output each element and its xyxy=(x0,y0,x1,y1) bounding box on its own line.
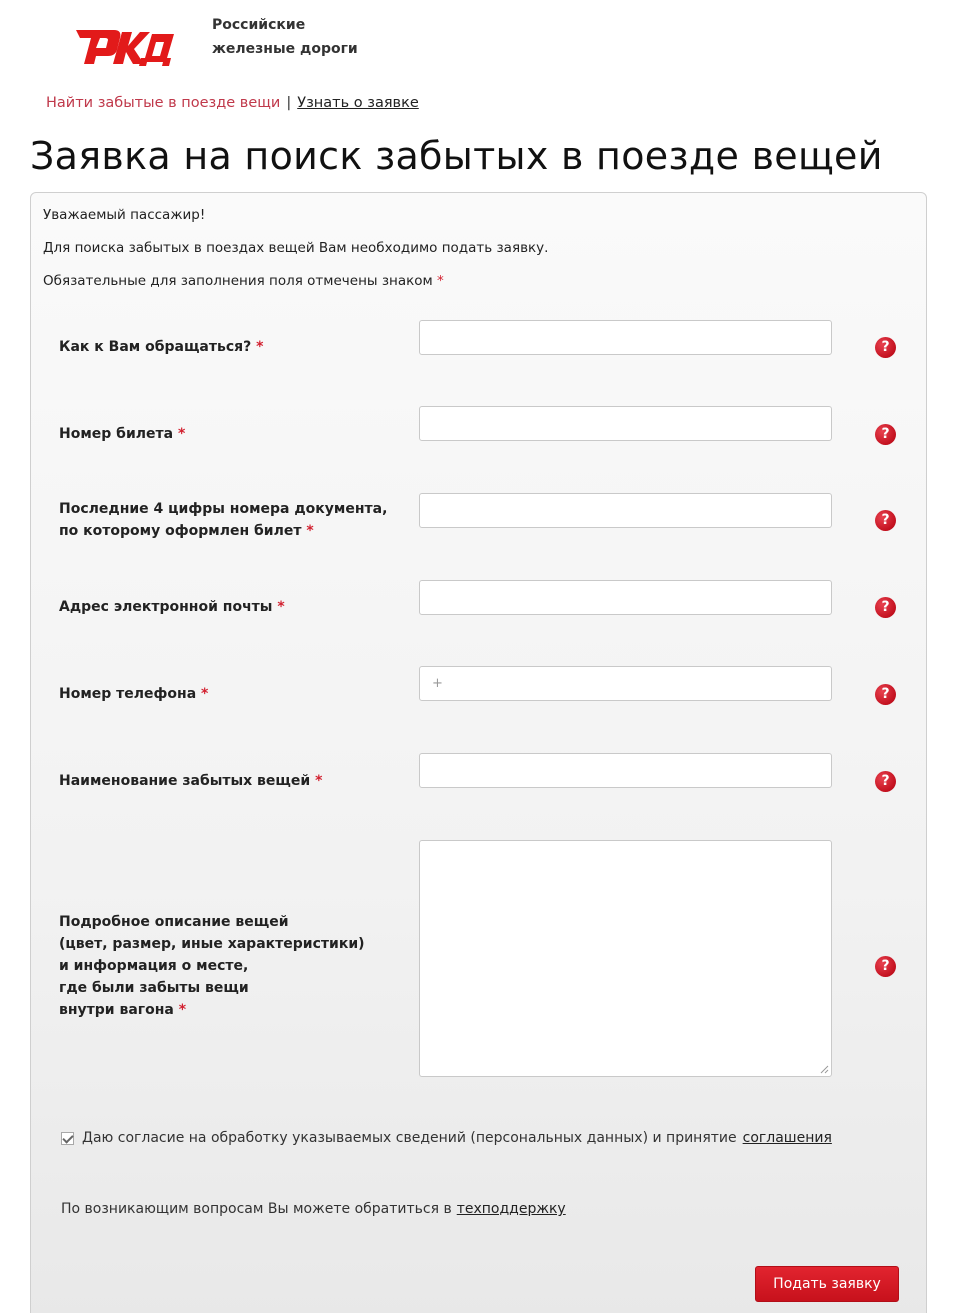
description-textarea[interactable] xyxy=(419,840,832,1077)
company-line-2: железные дороги xyxy=(212,41,358,57)
breadcrumb xyxy=(46,95,419,111)
email-input[interactable] xyxy=(419,580,832,615)
document-digits-input[interactable] xyxy=(419,493,832,528)
help-icon-phone[interactable]: ? xyxy=(875,684,896,705)
help-icon-email[interactable]: ? xyxy=(875,597,896,618)
intro-required-note xyxy=(43,273,444,289)
help-icon-ticket[interactable]: ? xyxy=(875,424,896,445)
help-icon-name[interactable]: ? xyxy=(875,337,896,358)
required-mark: * xyxy=(201,686,209,702)
support-link[interactable]: техподдержку xyxy=(456,1201,566,1217)
resize-handle-icon[interactable] xyxy=(819,1064,829,1074)
agreement-link[interactable]: соглашения xyxy=(742,1130,832,1146)
document-label-line-2: по которому оформлен билет xyxy=(59,523,302,539)
ticket-number-input[interactable] xyxy=(419,406,832,441)
ticket-label-text: Номер билета xyxy=(59,426,174,442)
document-label xyxy=(59,498,387,542)
name-label xyxy=(59,336,263,358)
support-text: По возникающим вопросам Вы можете обратиться в xyxy=(61,1201,452,1217)
breadcrumb-current[interactable]: Найти забытые в поезде вещи xyxy=(46,95,281,111)
name-label-text: Как к Вам обращаться? xyxy=(59,339,252,355)
description-label-line-1: Подробное описание вещей xyxy=(59,914,289,930)
consent-text: Даю согласие на обработку указываемых сведений (персональных данных) и принятие xyxy=(82,1130,737,1146)
rzd-logo[interactable] xyxy=(70,20,174,68)
phone-label-text: Номер телефона xyxy=(59,686,197,702)
phone-input[interactable]: + xyxy=(419,666,832,701)
email-label xyxy=(59,596,285,618)
required-mark: * xyxy=(178,1002,187,1018)
required-mark: * xyxy=(315,773,323,789)
help-icon-description[interactable]: ? xyxy=(875,956,896,977)
help-icon-document[interactable]: ? xyxy=(875,510,896,531)
required-mark: * xyxy=(177,426,186,442)
ticket-label xyxy=(59,423,185,445)
support-row xyxy=(61,1201,566,1217)
company-name xyxy=(212,13,358,61)
required-mark: * xyxy=(437,273,444,289)
consent-checkbox[interactable] xyxy=(61,1132,74,1145)
document-label-line-1: Последние 4 цифры номера документа, xyxy=(59,501,388,517)
intro-instruction: Для поиска забытых в поездах вещей Вам необходимо подать заявку. xyxy=(43,240,549,256)
items-name-label-text: Наименование забытых вещей xyxy=(59,773,311,789)
breadcrumb-separator: | xyxy=(286,95,292,111)
phone-label xyxy=(59,683,208,705)
company-line-1: Российские xyxy=(212,17,306,33)
breadcrumb-link-request-status[interactable]: Узнать о заявке xyxy=(297,95,419,111)
page-title: Заявка на поиск забытых в поезде вещей xyxy=(30,134,883,178)
form-panel xyxy=(30,192,927,1313)
items-name-input[interactable] xyxy=(419,753,832,788)
help-icon-items-name[interactable]: ? xyxy=(875,771,896,792)
required-mark: * xyxy=(277,599,285,615)
required-mark: * xyxy=(306,523,314,539)
required-mark: * xyxy=(256,339,264,355)
description-label xyxy=(59,911,365,1021)
consent-row xyxy=(61,1130,832,1146)
description-label-line-5: внутри вагона xyxy=(59,1002,174,1018)
description-label-line-2: (цвет, размер, иные характеристики) xyxy=(59,936,365,952)
description-label-line-4: где были забыты вещи xyxy=(59,980,249,996)
submit-button[interactable]: Подать заявку xyxy=(755,1266,899,1302)
description-label-line-3: и информация о месте, xyxy=(59,958,249,974)
email-label-text: Адрес электронной почты xyxy=(59,599,273,615)
required-note-text: Обязательные для заполнения поля отмечены знаком xyxy=(43,273,433,289)
intro-greeting: Уважаемый пассажир! xyxy=(43,207,206,223)
items-name-label xyxy=(59,770,322,792)
name-input[interactable] xyxy=(419,320,832,355)
